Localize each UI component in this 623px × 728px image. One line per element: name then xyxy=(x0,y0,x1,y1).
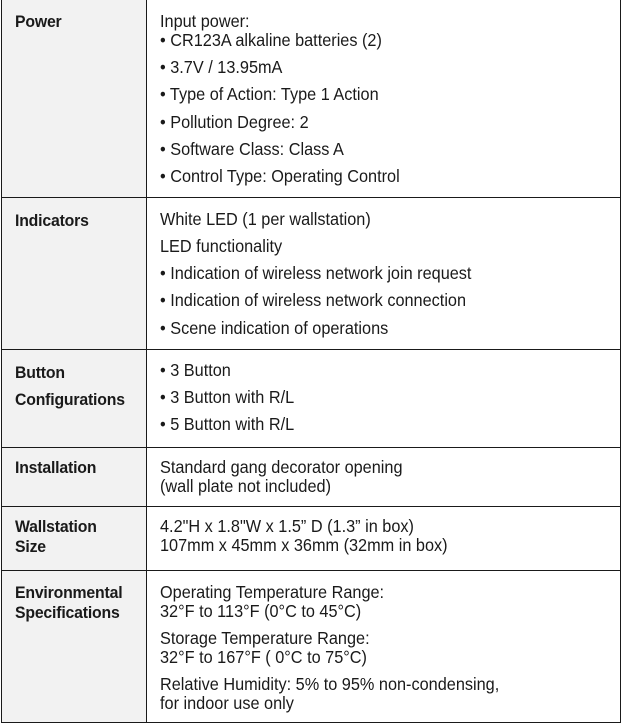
spec-row-indicators xyxy=(2,197,621,349)
spec-line: • CR123A alkaline batteries (2) xyxy=(160,30,382,50)
spec-value-cell xyxy=(147,349,621,447)
spec-line: Operating Temperature Range: xyxy=(160,581,385,602)
spec-label: Power xyxy=(15,12,62,31)
spec-line: • 3 Button with R/L xyxy=(160,386,295,407)
spec-line: Relative Humidity: 5% to 95% non-condensing, xyxy=(160,673,500,694)
spec-line: • Scene indication of operations xyxy=(160,317,389,338)
spec-line: Storage Temperature Range: xyxy=(160,627,370,648)
spec-value-cell xyxy=(147,506,621,570)
spec-line: LED functionality xyxy=(160,235,283,256)
spec-row-installation xyxy=(2,447,621,506)
spec-row-environmental-specifications xyxy=(2,570,621,722)
spec-line: • Indication of wireless network connection xyxy=(160,290,467,311)
spec-value-cell xyxy=(147,197,621,349)
spec-line: • Pollution Degree: 2 xyxy=(160,111,309,132)
spec-label-cell xyxy=(2,197,147,349)
spec-label-cell xyxy=(2,0,147,197)
spec-line: Input power: xyxy=(160,11,250,31)
spec-label: Installation xyxy=(15,457,97,477)
spec-label: Button Configurations xyxy=(15,362,125,409)
spec-value-cell xyxy=(147,570,621,722)
spec-row-power xyxy=(2,0,621,197)
spec-value-cell xyxy=(147,0,621,197)
spec-line: • 3 Button xyxy=(160,359,231,380)
spec-line: White LED (1 per wallstation) xyxy=(160,208,371,229)
spec-line: 4.2"H x 1.8"W x 1.5” D (1.3” in box) xyxy=(160,515,414,536)
spec-label: Environmental Specifications xyxy=(15,582,123,622)
spec-line: 32°F to 113°F (0°C to 45°C) xyxy=(160,600,362,621)
spec-line: Standard gang decorator opening xyxy=(160,456,403,477)
spec-table xyxy=(1,0,621,723)
spec-row-button-configurations xyxy=(2,349,621,447)
spec-line: 32°F to 167°F ( 0°C to 75°C) xyxy=(160,646,367,667)
spec-line: • Indication of wireless network join request xyxy=(160,263,472,284)
spec-line: 107mm x 45mm x 36mm (32mm in box) xyxy=(160,534,448,555)
spec-label: Indicators xyxy=(15,210,89,230)
spec-line: • Software Class: Class A xyxy=(160,138,344,159)
spec-value-cell xyxy=(147,447,621,506)
spec-row-wallstation-size xyxy=(2,506,621,570)
spec-line: • Type of Action: Type 1 Action xyxy=(160,84,379,105)
spec-line: for indoor use only xyxy=(160,692,294,713)
spec-label-cell xyxy=(2,447,147,506)
spec-label: Wallstation Size xyxy=(15,516,97,556)
spec-line: • 5 Button with R/L xyxy=(160,414,295,435)
spec-label-cell xyxy=(2,506,147,570)
spec-line: • Control Type: Operating Control xyxy=(160,166,400,187)
spec-line: (wall plate not included) xyxy=(160,475,331,496)
spec-label-cell xyxy=(2,349,147,447)
spec-line: • 3.7V / 13.95mA xyxy=(160,57,283,77)
spec-label-cell xyxy=(2,570,147,722)
